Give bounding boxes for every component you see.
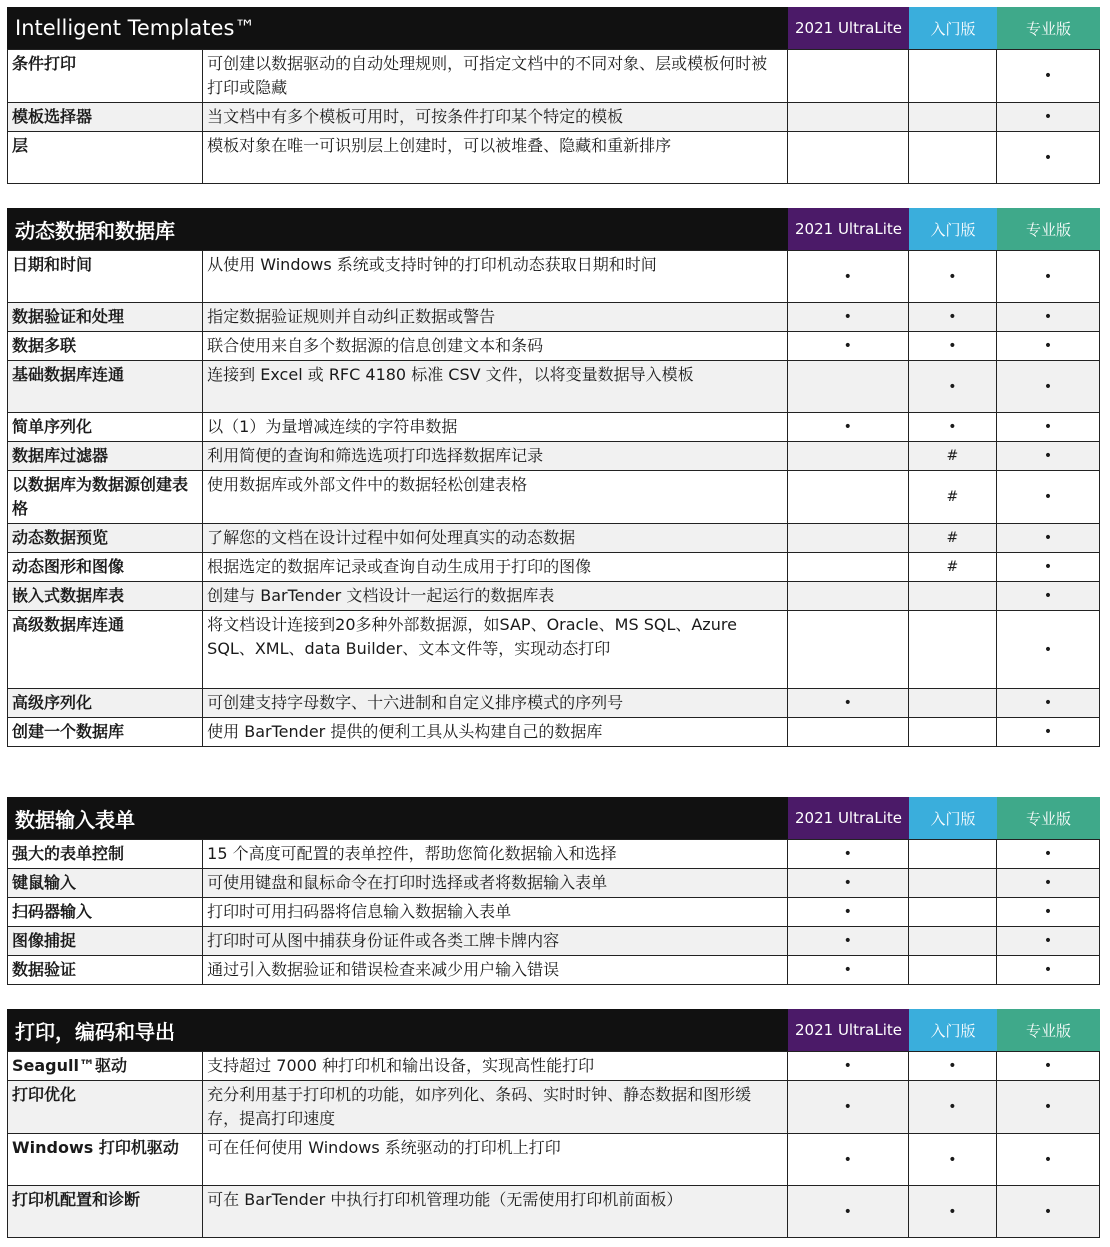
section-title: 动态数据和数据库	[15, 218, 175, 243]
feature-description: 可创建以数据驱动的自动处理规则，可指定文档中的不同对象、层或模板何时被打印或隐藏	[203, 50, 788, 103]
pro-support-mark: •	[996, 50, 1099, 103]
entry-support-mark: #	[908, 524, 996, 553]
feature-description: 可在任何使用 Windows 系统驱动的打印机上打印	[203, 1134, 788, 1186]
entry-support-mark: •	[908, 303, 996, 332]
feature-description: 联合使用来自多个数据源的信息创建文本和条码	[203, 332, 788, 361]
feature-table	[7, 839, 1100, 985]
feature-description: 从使用 Windows 系统或支持时钟的打印机动态获取日期和时间	[203, 251, 788, 303]
ultralite-support-mark: •	[787, 689, 908, 718]
entry-support-mark	[908, 582, 996, 611]
feature-table	[7, 250, 1100, 747]
entry-support-mark: •	[908, 1186, 996, 1238]
feature-name: 高级数据库连通	[8, 611, 203, 689]
section-title: Intelligent Templates™	[15, 16, 256, 40]
table-row	[8, 332, 1100, 361]
feature-table	[7, 49, 1100, 184]
pro-support-mark: •	[996, 1052, 1099, 1081]
entry-support-mark	[908, 927, 996, 956]
ultralite-support-mark: •	[787, 1052, 908, 1081]
column-pro: 专业版	[997, 1009, 1100, 1051]
pro-support-mark: •	[996, 927, 1099, 956]
column-pro: 专业版	[997, 208, 1100, 250]
table-row	[8, 132, 1100, 184]
feature-name: 打印优化	[8, 1081, 203, 1134]
feature-name: Seagull™驱动	[8, 1052, 203, 1081]
pro-support-mark: •	[996, 524, 1099, 553]
pro-support-mark: •	[996, 1081, 1099, 1134]
feature-description: 当文档中有多个模板可用时，可按条件打印某个特定的模板	[203, 103, 788, 132]
feature-name: 层	[8, 132, 203, 184]
table-row	[8, 582, 1100, 611]
feature-description: 指定数据验证规则并自动纠正数据或警告	[203, 303, 788, 332]
entry-support-mark: •	[908, 251, 996, 303]
entry-support-mark: •	[908, 332, 996, 361]
pro-support-mark: •	[996, 611, 1099, 689]
entry-support-mark: #	[908, 471, 996, 524]
column-pro: 专业版	[997, 797, 1100, 839]
section-header	[7, 797, 1100, 839]
feature-description: 创建与 BarTender 文档设计一起运行的数据库表	[203, 582, 788, 611]
table-row	[8, 927, 1100, 956]
ultralite-support-mark	[787, 442, 908, 471]
table-row	[8, 869, 1100, 898]
table-row	[8, 718, 1100, 747]
section-title: 打印，编码和导出	[15, 1019, 175, 1044]
entry-support-mark	[908, 956, 996, 985]
section-title: 数据输入表单	[15, 807, 135, 832]
ultralite-support-mark: •	[787, 413, 908, 442]
feature-description: 打印时可从图中捕获身份证件或各类工牌卡牌内容	[203, 927, 788, 956]
table-row	[8, 303, 1100, 332]
column-entry: 入门版	[909, 7, 997, 49]
entry-support-mark	[908, 840, 996, 869]
ultralite-support-mark: •	[787, 332, 908, 361]
section-data-entry-forms	[7, 797, 1100, 985]
feature-name: 数据验证和处理	[8, 303, 203, 332]
feature-name: 条件打印	[8, 50, 203, 103]
feature-table	[7, 1051, 1100, 1238]
table-row	[8, 898, 1100, 927]
feature-name: 数据验证	[8, 956, 203, 985]
table-row	[8, 251, 1100, 303]
feature-name: 日期和时间	[8, 251, 203, 303]
table-row	[8, 103, 1100, 132]
ultralite-support-mark	[787, 524, 908, 553]
table-row	[8, 1134, 1100, 1186]
ultralite-support-mark	[787, 471, 908, 524]
feature-name: 动态数据预览	[8, 524, 203, 553]
section-header	[7, 7, 1100, 49]
pro-support-mark: •	[996, 898, 1099, 927]
feature-name: 以数据库为数据源创建表格	[8, 471, 203, 524]
entry-support-mark: •	[908, 1081, 996, 1134]
feature-description: 通过引入数据验证和错误检查来减少用户输入错误	[203, 956, 788, 985]
table-row	[8, 442, 1100, 471]
entry-support-mark: #	[908, 442, 996, 471]
entry-support-mark	[908, 898, 996, 927]
table-row	[8, 689, 1100, 718]
ultralite-support-mark	[787, 553, 908, 582]
pro-support-mark: •	[996, 582, 1099, 611]
table-row	[8, 361, 1100, 413]
entry-support-mark: •	[908, 1052, 996, 1081]
feature-name: 创建一个数据库	[8, 718, 203, 747]
feature-description: 打印时可用扫码器将信息输入数据输入表单	[203, 898, 788, 927]
column-ultralite: 2021 UltraLite	[788, 7, 909, 49]
entry-support-mark	[908, 689, 996, 718]
column-entry: 入门版	[909, 1009, 997, 1051]
entry-support-mark	[908, 103, 996, 132]
ultralite-support-mark	[787, 718, 908, 747]
pro-support-mark: •	[996, 332, 1099, 361]
entry-support-mark	[908, 718, 996, 747]
feature-name: 基础数据库连通	[8, 361, 203, 413]
ultralite-support-mark	[787, 50, 908, 103]
ultralite-support-mark: •	[787, 1186, 908, 1238]
ultralite-support-mark: •	[787, 956, 908, 985]
column-ultralite: 2021 UltraLite	[788, 208, 909, 250]
pro-support-mark: •	[996, 718, 1099, 747]
pro-support-mark: •	[996, 840, 1099, 869]
pro-support-mark: •	[996, 471, 1099, 524]
entry-support-mark: •	[908, 361, 996, 413]
section-header	[7, 1009, 1100, 1051]
pro-support-mark: •	[996, 442, 1099, 471]
ultralite-support-mark: •	[787, 251, 908, 303]
table-row	[8, 611, 1100, 689]
ultralite-support-mark: •	[787, 927, 908, 956]
feature-description: 以（1）为量增减连续的字符串数据	[203, 413, 788, 442]
ultralite-support-mark	[787, 132, 908, 184]
feature-description: 可创建支持字母数字、十六进制和自定义排序模式的序列号	[203, 689, 788, 718]
table-row	[8, 413, 1100, 442]
table-row	[8, 1081, 1100, 1134]
feature-name: 键鼠输入	[8, 869, 203, 898]
column-ultralite: 2021 UltraLite	[788, 1009, 909, 1051]
feature-name: 嵌入式数据库表	[8, 582, 203, 611]
pro-support-mark: •	[996, 413, 1099, 442]
feature-description: 利用简便的查询和筛选选项打印选择数据库记录	[203, 442, 788, 471]
ultralite-support-mark	[787, 611, 908, 689]
pro-support-mark: •	[996, 251, 1099, 303]
feature-description: 支持超过 7000 种打印机和输出设备，实现高性能打印	[203, 1052, 788, 1081]
feature-name: 数据多联	[8, 332, 203, 361]
pro-support-mark: •	[996, 689, 1099, 718]
feature-description: 将文档设计连接到20多种外部数据源，如SAP、Oracle、MS SQL、Azure SQL、XML、data Builder、文本文件等，实现动态打印	[203, 611, 788, 689]
table-row	[8, 840, 1100, 869]
ultralite-support-mark	[787, 103, 908, 132]
entry-support-mark	[908, 50, 996, 103]
column-entry: 入门版	[909, 208, 997, 250]
feature-description: 连接到 Excel 或 RFC 4180 标准 CSV 文件，以将变量数据导入模板	[203, 361, 788, 413]
pro-support-mark: •	[996, 103, 1099, 132]
pro-support-mark: •	[996, 361, 1099, 413]
entry-support-mark	[908, 869, 996, 898]
feature-description: 使用数据库或外部文件中的数据轻松创建表格	[203, 471, 788, 524]
pro-support-mark: •	[996, 303, 1099, 332]
ultralite-support-mark: •	[787, 869, 908, 898]
column-ultralite: 2021 UltraLite	[788, 797, 909, 839]
ultralite-support-mark: •	[787, 840, 908, 869]
pro-support-mark: •	[996, 869, 1099, 898]
pro-support-mark: •	[996, 132, 1099, 184]
feature-name: 扫码器输入	[8, 898, 203, 927]
feature-description: 可使用键盘和鼠标命令在打印时选择或者将数据输入表单	[203, 869, 788, 898]
section-header	[7, 208, 1100, 250]
pro-support-mark: •	[996, 956, 1099, 985]
feature-name: 数据库过滤器	[8, 442, 203, 471]
feature-name: 图像捕捉	[8, 927, 203, 956]
feature-description: 可在 BarTender 中执行打印机管理功能（无需使用打印机前面板）	[203, 1186, 788, 1238]
table-row	[8, 50, 1100, 103]
section-printing	[7, 1009, 1100, 1238]
feature-name: 打印机配置和诊断	[8, 1186, 203, 1238]
feature-description: 充分利用基于打印机的功能，如序列化、条码、实时时钟、静态数据和图形缓存，提高打印速度	[203, 1081, 788, 1134]
feature-description: 使用 BarTender 提供的便利工具从头构建自己的数据库	[203, 718, 788, 747]
column-pro: 专业版	[997, 7, 1100, 49]
pro-support-mark: •	[996, 1186, 1099, 1238]
feature-description: 根据选定的数据库记录或查询自动生成用于打印的图像	[203, 553, 788, 582]
table-row	[8, 956, 1100, 985]
entry-support-mark: •	[908, 1134, 996, 1186]
feature-description: 模板对象在唯一可识别层上创建时，可以被堆叠、隐藏和重新排序	[203, 132, 788, 184]
section-intelligent-templates	[7, 7, 1100, 184]
feature-name: 动态图形和图像	[8, 553, 203, 582]
table-row	[8, 471, 1100, 524]
feature-name: 强大的表单控制	[8, 840, 203, 869]
pro-support-mark: •	[996, 553, 1099, 582]
section-dynamic-data	[7, 208, 1100, 747]
pro-support-mark: •	[996, 1134, 1099, 1186]
ultralite-support-mark: •	[787, 898, 908, 927]
entry-support-mark	[908, 132, 996, 184]
feature-name: 模板选择器	[8, 103, 203, 132]
ultralite-support-mark: •	[787, 303, 908, 332]
table-row	[8, 553, 1100, 582]
feature-name: 简单序列化	[8, 413, 203, 442]
entry-support-mark	[908, 611, 996, 689]
ultralite-support-mark: •	[787, 1081, 908, 1134]
table-row	[8, 1186, 1100, 1238]
feature-description: 15 个高度可配置的表单控件，帮助您简化数据输入和选择	[203, 840, 788, 869]
ultralite-support-mark: •	[787, 1134, 908, 1186]
entry-support-mark: #	[908, 553, 996, 582]
ultralite-support-mark	[787, 361, 908, 413]
feature-name: Windows 打印机驱动	[8, 1134, 203, 1186]
table-row	[8, 1052, 1100, 1081]
table-row	[8, 524, 1100, 553]
column-entry: 入门版	[909, 797, 997, 839]
feature-name: 高级序列化	[8, 689, 203, 718]
entry-support-mark: •	[908, 413, 996, 442]
feature-description: 了解您的文档在设计过程中如何处理真实的动态数据	[203, 524, 788, 553]
ultralite-support-mark	[787, 582, 908, 611]
